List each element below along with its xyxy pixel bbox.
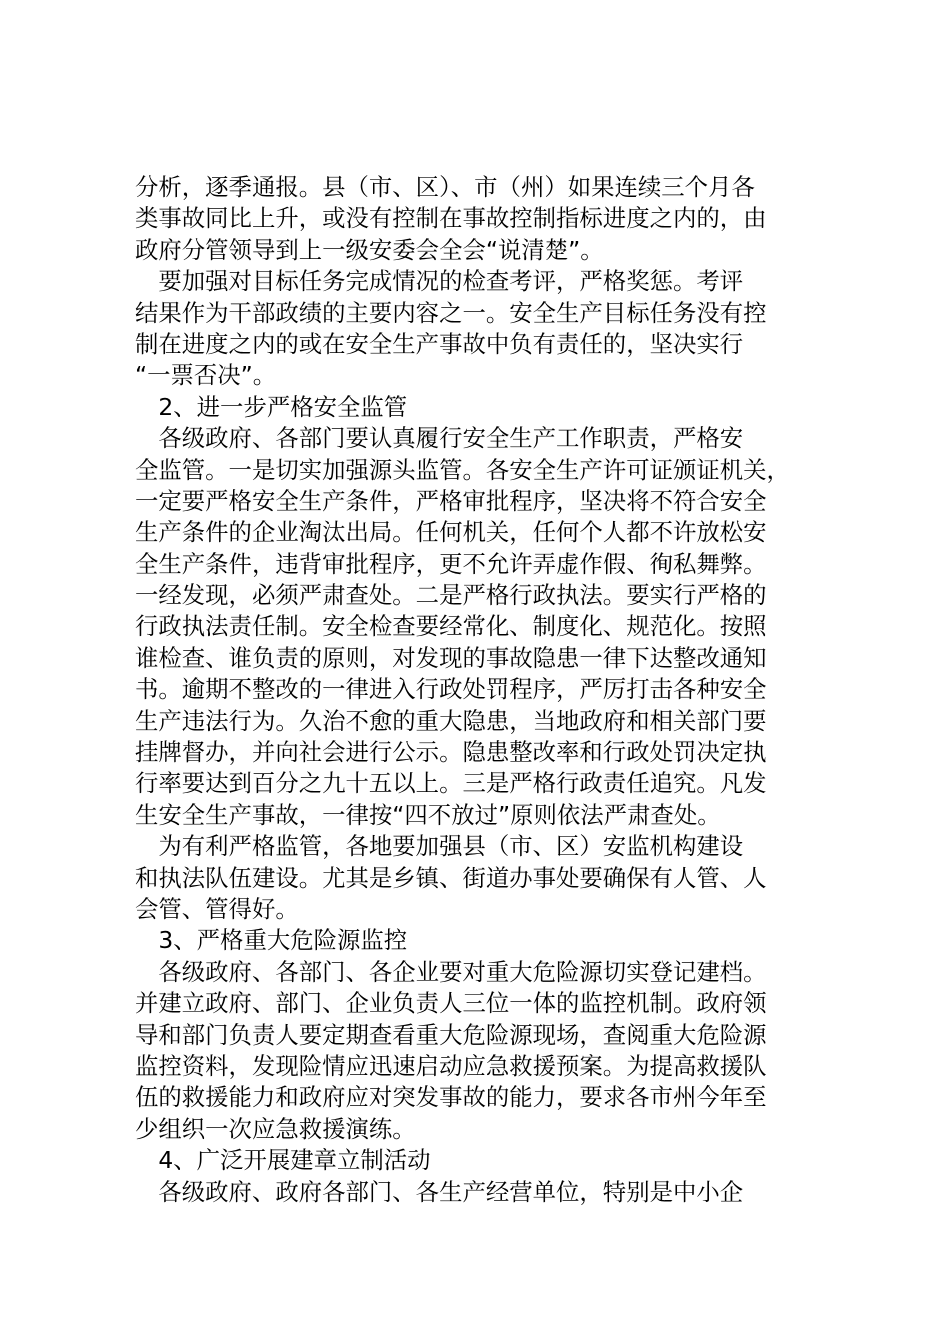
text-line: 伍的救援能力和政府应对突发事故的能力，要求各市州今年至 (135, 1083, 767, 1112)
text-line: 行率要达到百分之九十五以上。三是严格行政责任追究。凡发 (135, 769, 767, 798)
document-body (135, 172, 835, 1208)
text-line: 谁检查、谁负责的原则，对发现的事故隐患一律下达整改通知 (135, 643, 767, 672)
text-line: 一定要严格安全生产条件，严格审批程序，坚决将不符合安全 (135, 486, 767, 515)
text-line: 分析，逐季通报。县（市、区）、市（州）如果连续三个月各 (135, 173, 755, 201)
text-line: 行政执法责任制。安全检查要经常化、制度化、规范化。按照 (135, 612, 767, 641)
section-heading: 2、进一步严格安全监管 (135, 392, 408, 421)
text-line: 结果作为干部政绩的主要内容之一。安全生产目标任务没有控 (135, 298, 767, 327)
text-line: 导和部门负责人要定期查看重大危险源现场，查阅重大危险源 (135, 1020, 767, 1049)
text-line: 为有利严格监管，各地要加强县（市、区）安监机构建设 (135, 832, 744, 861)
text-line: 各级政府、各部门要认真履行安全生产工作职责，严格安 (135, 424, 744, 453)
text-line: 生产违法行为。久治不愈的重大隐患，当地政府和相关部门要 (135, 706, 767, 735)
text-line: 全生产条件，违背审批程序，更不允许弄虚作假、徇私舞弊。 (135, 549, 767, 578)
text-line: 并建立政府、部门、企业负责人三位一体的监控机制。政府领 (135, 989, 767, 1018)
section-heading: 3、严格重大危险源监控 (135, 926, 408, 955)
text-line: 制在进度之内的或在安全生产事故中负有责任的，坚决实行 (135, 329, 744, 358)
text-line: “一票否决”。 (135, 361, 277, 390)
text-line: 和执法队伍建设。尤其是乡镇、街道办事处要确保有人管、人 (135, 863, 767, 892)
text-line: 类事故同比上升，或没有控制在事故控制指标进度之内的，由 (135, 204, 767, 233)
text-line: 全监管。一是切实加强源头监管。各安全生产许可证颁证机关， (135, 455, 790, 484)
text-line: 一经发现，必须严肃查处。二是严格行政执法。要实行严格的 (135, 581, 767, 610)
text-line: 各级政府、政府各部门、各生产经营单位，特别是中小企 (135, 1177, 744, 1206)
text-line: 生安全生产事故，一律按“四不放过”原则依法严肃查处。 (135, 800, 721, 829)
text-line: 书。逾期不整改的一律进入行政处罚程序，严厉打击各种安全 (135, 675, 767, 704)
text-line: 各级政府、各部门、各企业要对重大危险源切实登记建档。 (135, 957, 767, 986)
text-line: 政府分管领导到上一级安委会全会“说清楚”。 (135, 235, 604, 264)
text-line: 会管、管得好。 (135, 894, 299, 923)
section-heading: 4、广泛开展建章立制活动 (135, 1146, 431, 1175)
text-line: 少组织一次应急救援演练。 (135, 1114, 416, 1143)
text-line: 挂牌督办，并向社会进行公示。隐患整改率和行政处罚决定执 (135, 738, 767, 767)
text-line: 监控资料，发现险情应迅速启动应急救援预案。为提高救援队 (135, 1051, 767, 1080)
text-line: 生产条件的企业淘汰出局。任何机关，任何个人都不许放松安 (135, 518, 767, 547)
text-line: 要加强对目标任务完成情况的检查考评，严格奖惩。考评 (135, 267, 744, 296)
